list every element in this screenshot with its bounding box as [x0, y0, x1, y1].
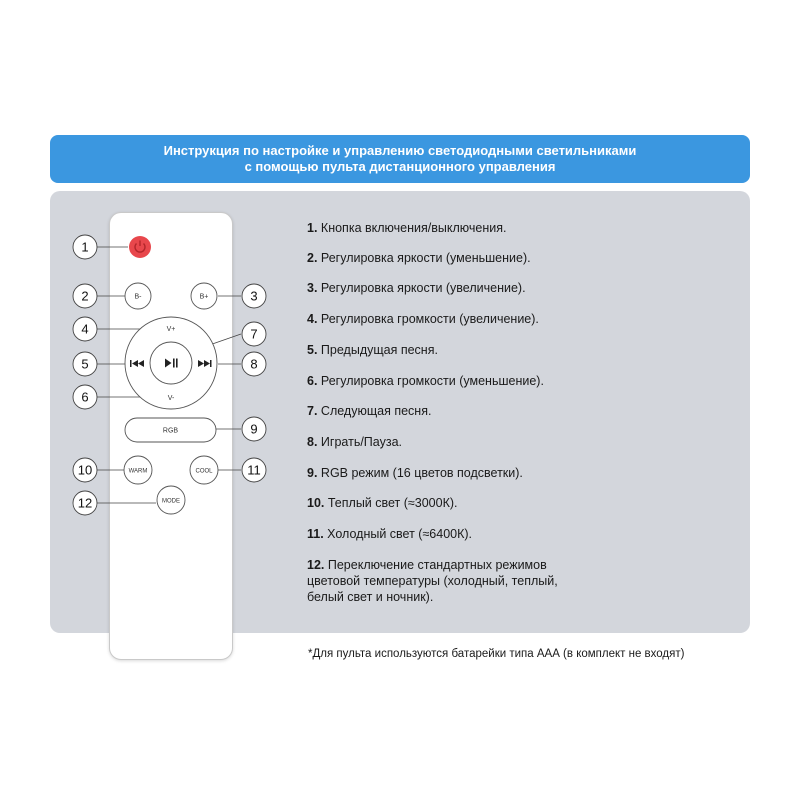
- callout-9: 9: [250, 421, 258, 437]
- warm-button[interactable]: [124, 456, 152, 484]
- callout-2: 2: [81, 288, 89, 304]
- footnote: *Для пульта используются батарейки типа ААА (в комплект не входят): [308, 648, 685, 660]
- instruction-item: 8. Играть/Пауза.: [307, 435, 403, 449]
- instruction-item: 10. Теплый свет (≈3000К).: [307, 496, 458, 510]
- mode-label: MODE: [162, 498, 180, 505]
- instruction-item: 11. Холодный свет (≈6400К).: [307, 527, 473, 541]
- play-pause-button[interactable]: [150, 342, 192, 384]
- instruction-item: 9. RGB режим (16 цветов подсветки).: [307, 466, 523, 480]
- brightness-up-button[interactable]: [191, 283, 217, 309]
- callout-5: 5: [81, 356, 89, 372]
- header-title-line1: Инструкция по настройке и управлению светодиодными светильниками: [163, 143, 637, 158]
- cool-label: COOL: [195, 468, 213, 475]
- instruction-item: 2. Регулировка яркости (уменьшение).: [307, 251, 531, 265]
- callout-4: 4: [81, 321, 89, 337]
- callout-12: 12: [77, 495, 93, 511]
- callout-6: 6: [81, 389, 89, 405]
- instruction-item: 5. Предыдущая песня.: [307, 343, 438, 357]
- instruction-item: 7. Следующая песня.: [307, 404, 432, 418]
- mode-button[interactable]: [157, 486, 185, 514]
- callout-11: 11: [247, 462, 261, 478]
- callout-1: 1: [81, 239, 89, 255]
- cool-button[interactable]: [190, 456, 218, 484]
- power-button[interactable]: [129, 236, 151, 258]
- instruction-item: 1. Кнопка включения/выключения.: [307, 221, 507, 235]
- header-title-line2: с помощью пульта дистанционного управления: [244, 159, 556, 174]
- callout-8: 8: [250, 356, 258, 372]
- callout-10: 10: [77, 462, 93, 478]
- rgb-button[interactable]: [125, 418, 216, 442]
- instruction-item: 6. Регулировка громкости (уменьшение).: [307, 374, 544, 388]
- volume-down-label[interactable]: V-: [167, 395, 175, 402]
- callout-3: 3: [250, 288, 258, 304]
- instruction-item: 3. Регулировка яркости (увеличение).: [307, 281, 526, 295]
- rgb-label: RGB: [162, 427, 179, 435]
- brightness-down-button[interactable]: [125, 283, 151, 309]
- brightness-down-label: B-: [134, 293, 142, 301]
- volume-up-label[interactable]: V+: [166, 326, 176, 333]
- brightness-up-label: B+: [199, 293, 209, 301]
- instruction-item: 12. Переключение стандартных режимов цветовой температуры (холодный, теплый, белый свет и ночник).: [307, 558, 558, 604]
- warm-label: WARM: [128, 468, 148, 475]
- callout-7: 7: [250, 326, 258, 342]
- instruction-item: 4. Регулировка громкости (увеличение).: [307, 312, 539, 326]
